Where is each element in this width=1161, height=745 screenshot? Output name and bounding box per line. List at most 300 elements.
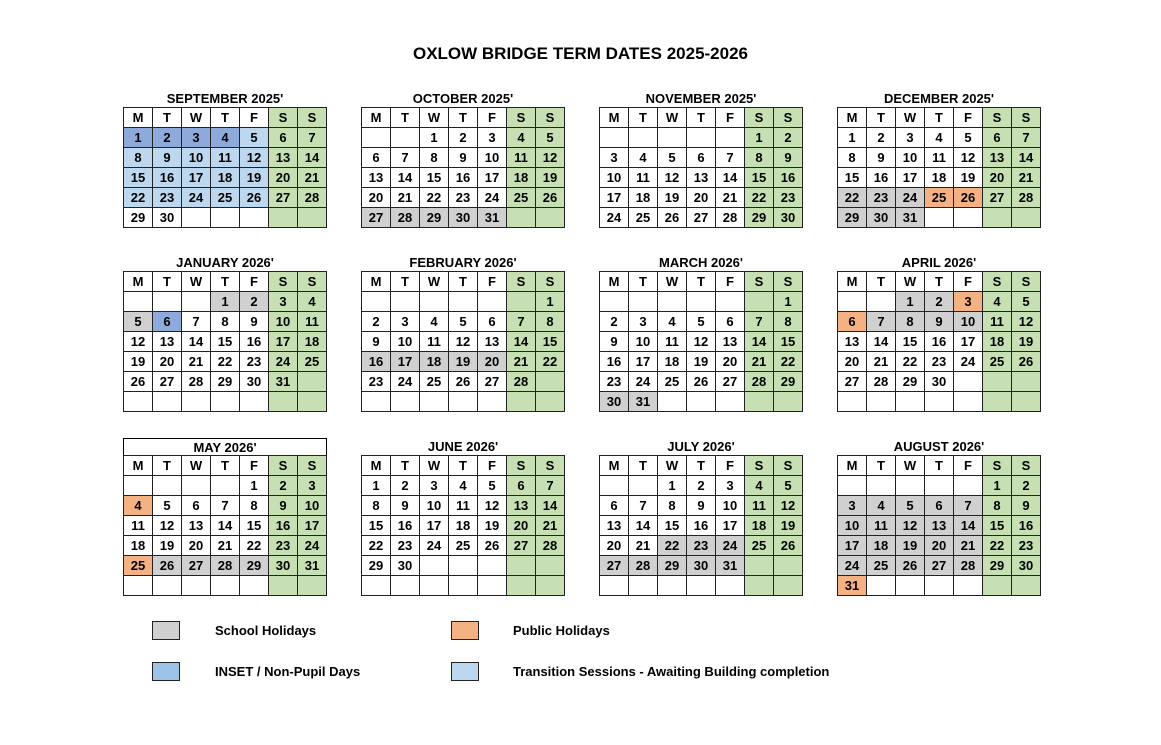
day-cell: 20 [507,516,536,536]
empty-day-cell [687,392,716,412]
day-cell: 26 [658,208,687,228]
empty-day-cell [687,128,716,148]
day-cell: 30 [687,556,716,576]
day-cell: 17 [629,352,658,372]
empty-day-cell [420,556,449,576]
day-cell: 19 [478,516,507,536]
day-cell: 12 [240,148,269,168]
day-header: T [211,272,240,292]
day-cell: 9 [867,148,896,168]
day-cell: 15 [658,516,687,536]
day-cell: 9 [391,496,420,516]
day-header: S [269,108,298,128]
day-cell: 7 [629,496,658,516]
day-cell: 14 [867,332,896,352]
day-cell: 1 [536,292,565,312]
day-cell: 31 [298,556,327,576]
day-cell: 14 [716,168,745,188]
day-cell: 13 [716,332,745,352]
day-cell: 1 [362,476,391,496]
month-calendar [361,90,565,228]
day-cell: 25 [745,536,774,556]
day-cell: 10 [298,496,327,516]
day-cell: 6 [362,148,391,168]
day-cell: 30 [925,372,954,392]
day-cell: 25 [925,188,954,208]
day-cell: 2 [240,292,269,312]
day-header: W [420,108,449,128]
day-cell: 10 [629,332,658,352]
day-header: S [1012,272,1041,292]
day-cell: 19 [536,168,565,188]
day-cell: 9 [362,332,391,352]
day-cell: 20 [687,188,716,208]
day-cell: 16 [867,168,896,188]
day-header: S [269,272,298,292]
day-header: W [420,456,449,476]
empty-day-cell [896,576,925,596]
day-cell: 23 [269,536,298,556]
day-cell: 23 [925,352,954,372]
month-title: FEBRUARY 2026' [409,255,517,270]
day-cell: 31 [838,576,867,596]
empty-day-cell [774,556,803,576]
day-cell: 13 [600,516,629,536]
day-cell: 27 [838,372,867,392]
day-cell: 5 [658,148,687,168]
page-title: OXLOW BRIDGE TERM DATES 2025-2026 [412,44,749,63]
day-cell: 25 [507,188,536,208]
day-cell: 10 [600,168,629,188]
day-cell: 4 [211,128,240,148]
day-cell: 7 [182,312,211,332]
empty-day-cell [536,556,565,576]
day-cell: 22 [896,352,925,372]
day-cell: 1 [420,128,449,148]
day-cell: 22 [240,536,269,556]
month-calendar [599,90,803,228]
day-cell: 5 [954,128,983,148]
day-cell: 21 [507,352,536,372]
empty-day-cell [600,128,629,148]
day-cell: 5 [449,312,478,332]
month-title: MARCH 2026' [658,255,743,270]
day-header: T [391,108,420,128]
day-cell: 19 [687,352,716,372]
day-header: S [1012,108,1041,128]
day-header: T [687,456,716,476]
day-header: M [838,456,867,476]
empty-day-cell [658,292,687,312]
day-cell: 24 [269,352,298,372]
day-cell: 30 [240,372,269,392]
day-cell: 15 [420,168,449,188]
empty-day-cell [182,292,211,312]
day-cell: 29 [124,208,153,228]
day-cell: 9 [240,312,269,332]
empty-day-cell [983,372,1012,392]
day-header: S [1012,456,1041,476]
day-cell: 30 [774,208,803,228]
day-cell: 24 [716,536,745,556]
day-header: S [269,456,298,476]
day-cell: 17 [182,168,211,188]
day-cell: 5 [774,476,803,496]
month-calendar [123,254,327,412]
day-header: S [298,456,327,476]
day-cell: 24 [954,352,983,372]
day-cell: 14 [745,332,774,352]
day-cell: 7 [1012,128,1041,148]
day-cell: 12 [124,332,153,352]
day-cell: 3 [896,128,925,148]
day-cell: 29 [211,372,240,392]
day-cell: 28 [1012,188,1041,208]
legend-label: School Holidays [215,623,317,638]
day-cell: 4 [420,312,449,332]
empty-day-cell [867,476,896,496]
empty-day-cell [925,576,954,596]
day-header: W [182,272,211,292]
day-cell: 13 [478,332,507,352]
day-cell: 13 [687,168,716,188]
day-cell: 11 [867,516,896,536]
day-cell: 18 [124,536,153,556]
empty-day-cell [507,292,536,312]
day-cell: 19 [658,188,687,208]
day-cell: 11 [420,332,449,352]
day-cell: 4 [658,312,687,332]
day-cell: 20 [925,536,954,556]
day-cell: 15 [983,516,1012,536]
empty-day-cell [600,476,629,496]
empty-day-cell [478,576,507,596]
day-cell: 22 [536,352,565,372]
day-cell: 8 [211,312,240,332]
day-cell: 25 [124,556,153,576]
empty-day-cell [507,208,536,228]
day-cell: 8 [124,148,153,168]
day-cell: 26 [774,536,803,556]
day-cell: 17 [954,332,983,352]
month-calendar [123,90,327,228]
empty-day-cell [391,392,420,412]
empty-day-cell [153,576,182,596]
day-cell: 14 [298,148,327,168]
day-cell: 21 [391,188,420,208]
day-cell: 31 [896,208,925,228]
day-cell: 5 [1012,292,1041,312]
empty-day-cell [269,576,298,596]
day-cell: 14 [954,516,983,536]
public-holiday-swatch [451,621,479,640]
month-title: SEPTEMBER 2025' [166,91,284,106]
day-cell: 22 [745,188,774,208]
day-cell: 14 [629,516,658,536]
day-cell: 2 [449,128,478,148]
empty-day-cell [211,208,240,228]
day-header: S [774,456,803,476]
day-cell: 26 [153,556,182,576]
day-header: S [536,456,565,476]
day-cell: 11 [983,312,1012,332]
empty-day-cell [983,576,1012,596]
empty-day-cell [896,392,925,412]
empty-day-cell [838,476,867,496]
day-cell: 23 [362,372,391,392]
day-cell: 2 [391,476,420,496]
empty-day-cell [124,292,153,312]
day-header: T [867,272,896,292]
day-header: M [838,272,867,292]
day-cell: 8 [838,148,867,168]
day-header: W [658,272,687,292]
day-cell: 18 [867,536,896,556]
day-cell: 29 [658,556,687,576]
day-cell: 11 [211,148,240,168]
day-cell: 1 [983,476,1012,496]
day-cell: 24 [391,372,420,392]
day-cell: 25 [420,372,449,392]
day-cell: 25 [867,556,896,576]
day-cell: 19 [240,168,269,188]
day-cell: 20 [182,536,211,556]
empty-day-cell [420,576,449,596]
day-header: M [362,272,391,292]
day-header: M [124,272,153,292]
day-cell: 7 [536,476,565,496]
day-cell: 21 [536,516,565,536]
empty-day-cell [536,392,565,412]
empty-day-cell [507,392,536,412]
day-cell: 26 [478,536,507,556]
day-cell: 18 [298,332,327,352]
day-cell: 27 [600,556,629,576]
day-cell: 11 [507,148,536,168]
empty-day-cell [211,392,240,412]
day-cell: 15 [745,168,774,188]
day-cell: 9 [153,148,182,168]
day-header: T [449,456,478,476]
empty-day-cell [420,392,449,412]
day-cell: 9 [449,148,478,168]
empty-day-cell [716,576,745,596]
day-header: W [896,108,925,128]
day-cell: 17 [716,516,745,536]
transition-swatch [451,662,479,681]
day-cell: 3 [420,476,449,496]
day-header: T [211,456,240,476]
day-cell: 23 [867,188,896,208]
empty-day-cell [269,392,298,412]
day-cell: 18 [658,352,687,372]
empty-day-cell [867,576,896,596]
day-cell: 30 [1012,556,1041,576]
empty-day-cell [240,392,269,412]
empty-day-cell [536,208,565,228]
day-cell: 5 [687,312,716,332]
day-cell: 12 [478,496,507,516]
day-header: S [745,456,774,476]
day-cell: 19 [774,516,803,536]
empty-day-cell [745,292,774,312]
day-cell: 8 [240,496,269,516]
day-cell: 6 [269,128,298,148]
day-cell: 27 [507,536,536,556]
empty-day-cell [687,292,716,312]
day-cell: 24 [478,188,507,208]
day-cell: 14 [182,332,211,352]
day-cell: 16 [269,516,298,536]
day-cell: 16 [687,516,716,536]
day-cell: 25 [449,536,478,556]
empty-day-cell [391,292,420,312]
day-cell: 25 [658,372,687,392]
legend-label: INSET / Non-Pupil Days [215,664,361,679]
day-cell: 2 [867,128,896,148]
day-cell: 2 [925,292,954,312]
day-header: W [658,456,687,476]
day-header: W [182,108,211,128]
day-cell: 11 [449,496,478,516]
day-cell: 26 [1012,352,1041,372]
day-cell: 17 [298,516,327,536]
day-cell: 10 [896,148,925,168]
day-cell: 8 [896,312,925,332]
day-cell: 15 [838,168,867,188]
day-cell: 25 [983,352,1012,372]
month-calendar [599,254,803,412]
day-cell: 12 [954,148,983,168]
empty-day-cell [153,292,182,312]
day-header: W [658,108,687,128]
day-cell: 28 [536,536,565,556]
day-cell: 8 [420,148,449,168]
empty-day-cell [716,392,745,412]
day-cell: 13 [838,332,867,352]
day-cell: 6 [478,312,507,332]
day-cell: 3 [838,496,867,516]
day-header: F [240,456,269,476]
empty-day-cell [745,392,774,412]
day-cell: 7 [211,496,240,516]
day-header: F [954,108,983,128]
month-calendar [361,254,565,412]
day-header: T [629,272,658,292]
day-cell: 27 [362,208,391,228]
day-cell: 29 [838,208,867,228]
day-cell: 10 [269,312,298,332]
empty-day-cell [1012,372,1041,392]
empty-day-cell [983,208,1012,228]
day-cell: 3 [600,148,629,168]
day-header: S [745,272,774,292]
day-header: T [391,456,420,476]
empty-day-cell [211,476,240,496]
day-cell: 5 [124,312,153,332]
empty-day-cell [153,476,182,496]
day-cell: 16 [362,352,391,372]
day-cell: 18 [420,352,449,372]
day-cell: 4 [983,292,1012,312]
day-cell: 18 [983,332,1012,352]
day-header: M [600,272,629,292]
day-cell: 7 [745,312,774,332]
day-cell: 21 [182,352,211,372]
empty-day-cell [269,208,298,228]
empty-day-cell [629,128,658,148]
day-cell: 12 [153,516,182,536]
day-cell: 15 [211,332,240,352]
day-cell: 6 [716,312,745,332]
day-cell: 24 [420,536,449,556]
day-cell: 11 [629,168,658,188]
day-cell: 29 [362,556,391,576]
month-title: OCTOBER 2025' [412,91,514,106]
day-cell: 22 [362,536,391,556]
legend-item-transition [451,662,829,681]
day-cell: 1 [838,128,867,148]
day-header: S [983,108,1012,128]
day-cell: 9 [600,332,629,352]
day-cell: 14 [211,516,240,536]
day-cell: 27 [687,208,716,228]
day-header: W [182,456,211,476]
day-cell: 26 [687,372,716,392]
day-header: M [124,108,153,128]
day-header: S [298,272,327,292]
empty-day-cell [449,556,478,576]
day-header: S [983,456,1012,476]
day-cell: 28 [629,556,658,576]
empty-day-cell [362,292,391,312]
day-cell: 28 [182,372,211,392]
day-cell: 22 [124,188,153,208]
day-cell: 28 [867,372,896,392]
day-cell: 6 [600,496,629,516]
day-header: T [687,272,716,292]
empty-day-cell [954,476,983,496]
day-cell: 6 [838,312,867,332]
day-header: T [867,108,896,128]
empty-day-cell [507,556,536,576]
day-header: T [629,108,658,128]
day-cell: 15 [536,332,565,352]
day-cell: 8 [536,312,565,332]
empty-day-cell [124,476,153,496]
day-cell: 5 [536,128,565,148]
day-cell: 29 [896,372,925,392]
month-title: APRIL 2026' [901,255,977,270]
day-cell: 5 [478,476,507,496]
day-header: W [896,272,925,292]
month-title: NOVEMBER 2025' [645,91,757,106]
empty-day-cell [1012,208,1041,228]
day-cell: 20 [153,352,182,372]
empty-day-cell [954,576,983,596]
empty-day-cell [629,476,658,496]
day-cell: 4 [867,496,896,516]
day-cell: 9 [925,312,954,332]
empty-day-cell [600,292,629,312]
day-cell: 14 [536,496,565,516]
empty-day-cell [716,128,745,148]
day-cell: 19 [896,536,925,556]
month-title: DECEMBER 2025' [883,91,995,106]
day-cell: 23 [774,188,803,208]
day-cell: 17 [269,332,298,352]
day-cell: 19 [153,536,182,556]
